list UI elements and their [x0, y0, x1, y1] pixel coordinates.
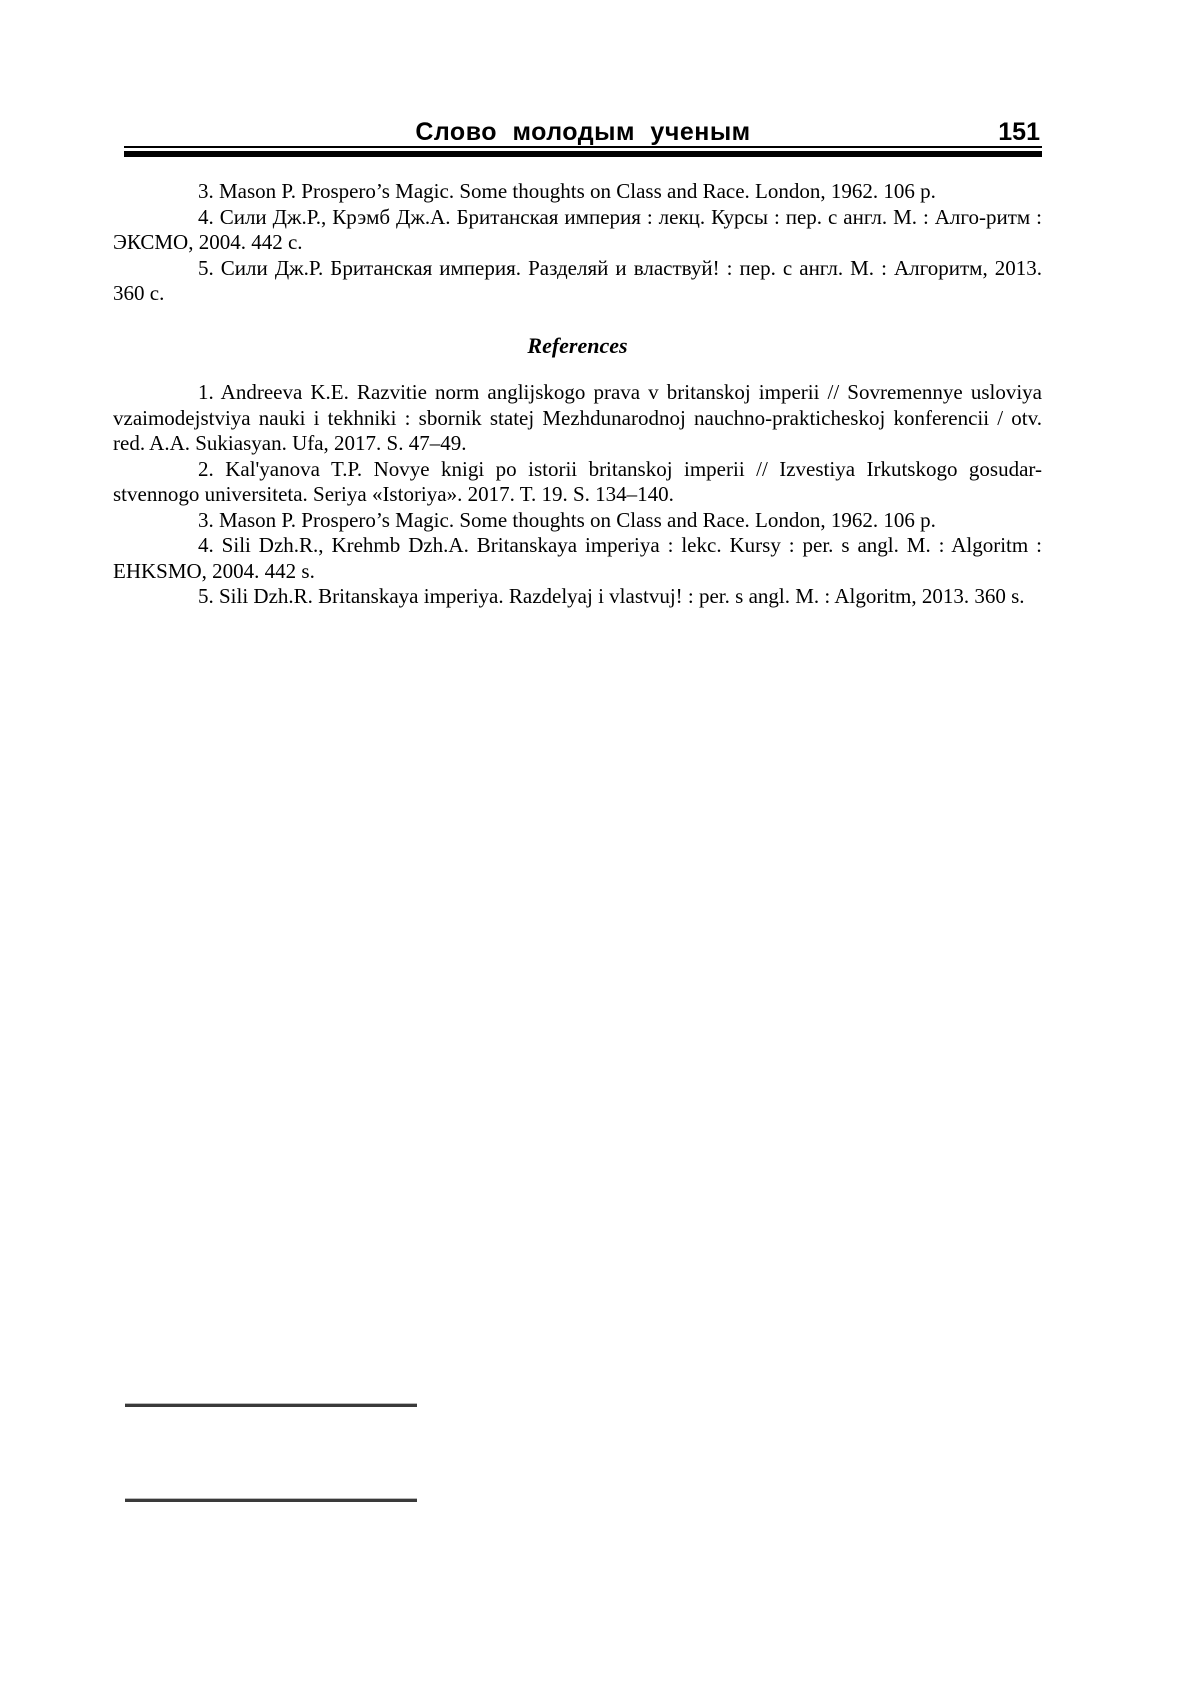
reference-item: 2. Kal'yanova T.P. Novye knigi po istorii britanskoj imperii // Izvestiya Irkutskogo gosudar-stvennogo universiteta. Seriya «Istoriya». 2017. T. 19. S. 134–140.	[113, 456, 1042, 506]
references-heading: References	[527, 333, 628, 358]
bibliography-ru-list	[113, 179, 1042, 307]
reference-item: 3. Mason P. Prospero’s Magic. Some thoughts on Class and Race. London, 1962. 106 p.	[198, 507, 936, 532]
reference-item: 1. Andreeva K.E. Razvitie norm anglijskogo prava v britanskoj imperii // Sovremennye usloviya vzaimodejstviya nauki i tekhniki : sbornik statej Mezhdunarodnoj nauchno-prakticheskoj konferencii / otv. red. A.A. Sukiasyan. Ufa, 2017. S. 47–49.	[113, 380, 1042, 455]
page-header	[124, 120, 1042, 147]
bibliography-item: 4. Сили Дж.Р., Крэмб Дж.А. Британская империя : лекц. Курсы : пер. с англ. М. : Алго-ритм : ЭКСМО, 2004. 442 с.	[113, 204, 1042, 254]
reference-item: 4. Sili Dzh.R., Krehmb Dzh.A. Britanskaya imperiya : lekc. Kursy : per. s angl. M. : Algoritm : EHKSMO, 2004. 442 s.	[113, 533, 1042, 583]
bibliography-item: 3. Mason P. Prospero’s Magic. Some thoughts on Class and Race. London, 1962. 106 p.	[198, 179, 936, 203]
header-double-rule	[124, 146, 1042, 157]
bibliography-item: 5. Сили Дж.Р. Британская империя. Разделяй и властвуй! : пер. с англ. М. : Алгоритм, 2013. 360 с.	[113, 255, 1042, 305]
references-list	[113, 380, 1042, 610]
footnote-separator-rule	[125, 1403, 417, 1407]
footnote-separator-rule	[125, 1498, 417, 1502]
reference-item: 5. Sili Dzh.R. Britanskaya imperiya. Razdelyaj i vlastvuj! : per. s angl. M. : Algoritm, 2013. 360 s.	[198, 584, 1025, 608]
section-title: Слово молодым ученым	[415, 118, 751, 146]
page-number: 151	[998, 118, 1040, 146]
